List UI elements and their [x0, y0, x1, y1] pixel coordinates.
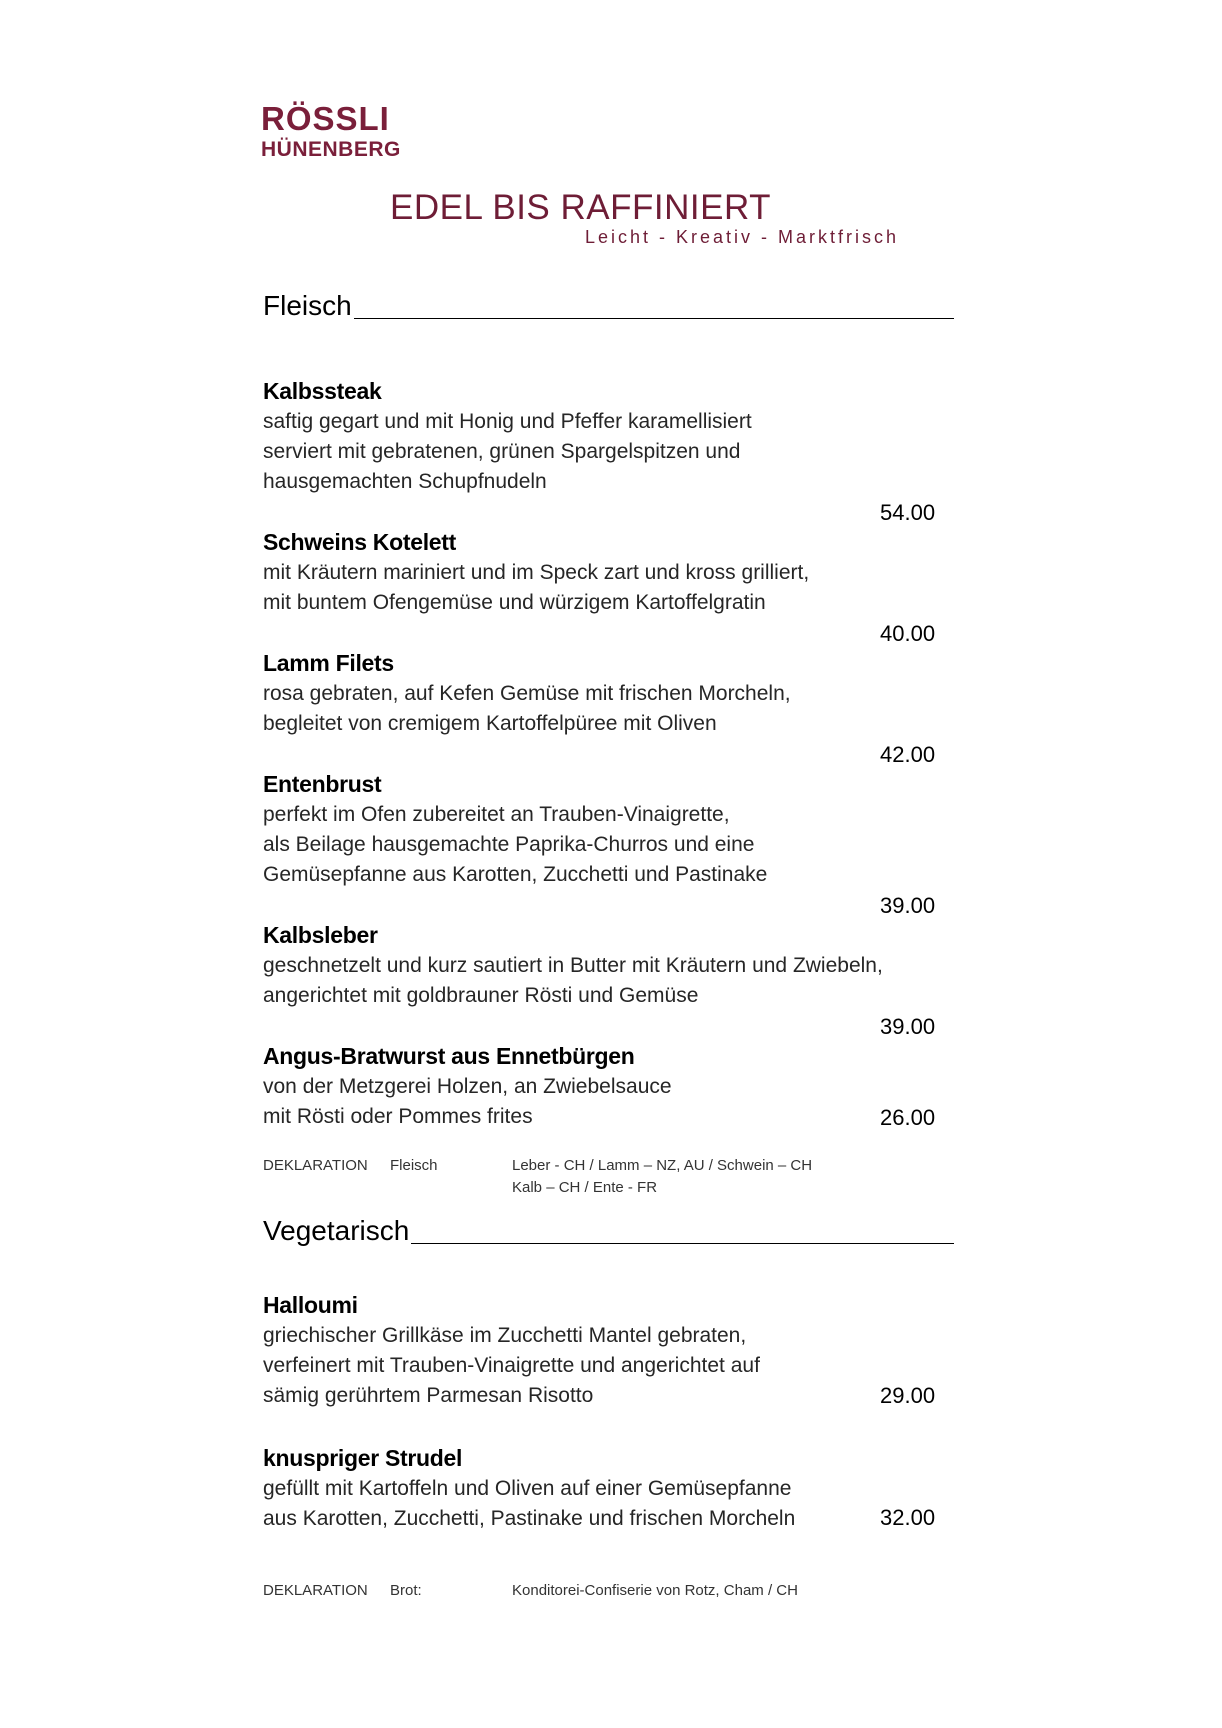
dish-name: knuspriger Strudel: [263, 1445, 463, 1471]
dish-name: Kalbsleber: [263, 922, 378, 948]
dish-name: Angus-Bratwurst aus Ennetbürgen: [263, 1043, 635, 1069]
dish-price: 26.00: [880, 1105, 936, 1130]
dish-description: griechischer Grillkäse im Zucchetti Mantel gebraten, verfeinert mit Trauben-Vinaigrette und angerichtet auf sämig gerührtem Parmesan Risotto: [263, 1324, 760, 1407]
declaration-category: Fleisch: [390, 1157, 438, 1174]
section-rule: [411, 1242, 954, 1244]
section-title-fleisch: Fleisch: [263, 290, 954, 322]
declaration-origins: Leber - CH / Lamm – NZ, AU / Schwein – CH Kalb – CH / Ente - FR: [512, 1157, 813, 1196]
dish-name: Entenbrust: [263, 771, 382, 797]
dish-description: perfekt im Ofen zubereitet an Trauben-Vinaigrette, als Beilage hausgemachte Paprika-Churros und eine Gemüsepfanne aus Karotten, Zucchetti und Pastinake: [263, 803, 768, 886]
dish-price: 39.00: [880, 1014, 936, 1039]
dish-description: geschnetzelt und kurz sautiert in Butter mit Kräutern und Zwiebeln, angerichtet mit goldbrauner Rösti und Gemüse: [263, 954, 883, 1007]
dish-price: 39.00: [880, 893, 936, 918]
section-rule: [354, 317, 954, 319]
dish-price: 42.00: [880, 742, 936, 767]
dish-description: rosa gebraten, auf Kefen Gemüse mit frischen Morcheln, begleitet von cremigem Kartoffelpüree mit Oliven: [263, 682, 791, 735]
dish-description: saftig gegart und mit Honig und Pfeffer karamellisiert serviert mit gebratenen, grünen Spargelspitzen und hausgemachten Schupfnudeln: [263, 410, 752, 493]
section-title-vegetarisch: Vegetarisch: [263, 1215, 954, 1247]
logo-wordmark-huenenberg: HÜNENBERG: [261, 138, 401, 161]
dish-description: von der Metzgerei Holzen, an Zwiebelsauce mit Rösti oder Pommes frites: [263, 1075, 672, 1128]
menu-headline: EDEL BIS RAFFINIERT: [390, 188, 771, 227]
logo-wordmark-roessli: RÖSSLI: [261, 100, 390, 137]
dish-price: 54.00: [880, 500, 936, 525]
dish-name: Lamm Filets: [263, 650, 394, 676]
declaration-category: Brot:: [390, 1582, 422, 1599]
dish-name: Halloumi: [263, 1292, 358, 1318]
declaration-label: DEKLARATION: [263, 1582, 368, 1599]
dish-description: mit Kräutern mariniert und im Speck zart und kross grilliert, mit buntem Ofengemüse und würzigem Kartoffelgratin: [263, 561, 810, 614]
declaration-origins: Konditorei-Confiserie von Rotz, Cham / CH: [512, 1582, 798, 1599]
dish-description: gefüllt mit Kartoffeln und Oliven auf einer Gemüsepfanne aus Karotten, Zucchetti, Pastinake und frischen Morcheln: [263, 1477, 796, 1530]
dish-price: 32.00: [880, 1505, 936, 1530]
menu-tagline: Leicht - Kreativ - Marktfrisch: [585, 227, 900, 247]
dish-price: 29.00: [880, 1383, 936, 1408]
dish-name: Schweins Kotelett: [263, 529, 456, 555]
dish-name: Kalbssteak: [263, 378, 382, 404]
dish-price: 40.00: [880, 621, 936, 646]
declaration-label: DEKLARATION: [263, 1157, 368, 1174]
